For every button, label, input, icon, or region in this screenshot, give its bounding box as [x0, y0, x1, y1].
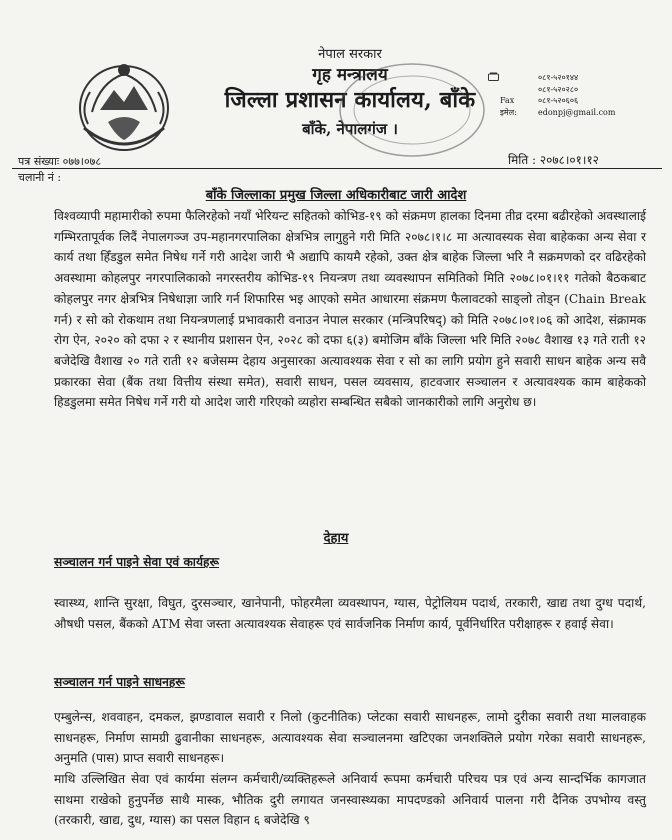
fax-label: Fax: [500, 96, 515, 105]
section-heading: देहाय: [323, 531, 349, 546]
email-address: edonpj@gmail.com: [538, 107, 616, 117]
main-paragraph: [54, 206, 646, 413]
order-title: बाँके जिल्लाका प्रमुख जिल्ला अधिकारीबाट जारी आदेश: [205, 188, 467, 203]
issue-date: मिति : २०७८।०१।१२: [508, 153, 599, 167]
nepal-emblem-icon: [70, 52, 178, 158]
ministry-name: गृह मन्त्रालय: [312, 65, 388, 85]
email-label: इमेल:: [500, 107, 517, 117]
main-paragraph-text: विश्वव्यापी महामारीको रुपमा फैलिरहेको नयाँ भेरियन्ट सहितको कोभिड-१९ को संक्रमण हालका दिनमा तीव्र दरमा बढीरहेको अवस्थालाई गम्भिरतापूर्वक लिदैं नेपालगञ्ज उप-महानगरपालिका क्षेत्रभित्र लागुहुने गरी मिति २०७८।१।८ मा अत्यावस्यक सेवा बाहेकका अन्य सेवा र कार्य तथा हिँडडुल समेत निषेध गर्ने गरी आदेश जारी भै अद्यापि कायमै रहेको, उक्त क्षेत्र बाहेक जिल्ला भरि नै सक्रमणको दर वढिरहेको अवस्थामा कोहलपुर नगरपालिकाको नगरस्तरीय कोभिड-१९ नियन्त्रण तथा व्यवस्थापन समितिको मिति २०७८।०१।११ गतेको बैठकबाट कोहलपुर नगर क्षेत्रभित्र निषेधाज्ञा जारि गर्न शिफारिस भइ आएको समेत आधारमा संक्रमण फैलावटको साङ्लो तोड्न (Chain Break गर्न) र सो को रोकथाम तथा नियन्त्रणलाई प्रभावकारी वनाउन नेपाल सरकार (मन्त्रिपरिषद्) को मिति २०७८।०१।०६ को आदेश, संक्रामक रोग ऐन, २०२० को दफा २ र स्थानीय प्रशासन ऐन, २०२८ को दफा ६(३) बमोजिम बाँके जिल्ला भरि मिति २०७८ वैशाख १३ गते राती १२ बजेदेखि वैशाख २० गते राती १२ बजेसम्म देहाय अनुसारका अत्यावश्यक सेवा र सो का लागि प्रयोग हुने सवारी साधन बाहेक अन्य सवै प्रकारका सेवा (बैंक तथा वित्तीय संस्था समेत), सवारी साधन, पसल व्यवसाय, हाटवजार सञ्चालन र अत्यावश्यक काम बाहेकको हिडडुलमा समेत निषेध गर्ने गरी यो आदेश जारी गरिएको व्यहोरा सम्बन्धित सबैको जानकारीको लागि अनुरोध छ।: [54, 209, 646, 410]
office-name: जिल्ला प्रशासन कार्यालय, बाँके: [224, 87, 476, 113]
header-divider: [12, 168, 662, 169]
phone-1: ०८१-५२०१४४: [538, 73, 579, 82]
vehicles-paragraph: एम्बुलेन्स, शववाहन, दमकल, झण्डावाल सवारी र निलो (कुटनीतिक) प्लेटका सवारी साधनहरू, लामो दुरीका सवारी तथा मालवाहक साधनहरू, निर्माण सामग्री ढुवानीका साधनहरू, अत्यावश्यक सेवा सञ्चालनमा खटिएका जनशक्तिले प्रयोग गरेका सवारी साधनहरू, अनुमति (पास) प्राप्त सवारी साधनहरू।: [54, 710, 646, 766]
dispatch-number: चलानी नं :: [18, 171, 62, 184]
office-stamp-icon: [332, 58, 492, 162]
services-heading: सञ्चालन गर्न पाइने सेवा एवं कार्यहरू: [54, 555, 219, 569]
services-paragraph: स्वास्थ्य, शान्ति सुरक्षा, विघुत, दुरसञ्चार, खानेपानी, फोहरमैला व्यवस्थापन, ग्यास, पेट्रोलियम पदार्थ, तरकारी, खाद्य तथा दुग्ध पदार्थ, औषधी पसल, बैंकको ATM सेवा जस्ता अत्यावश्यक सेवाहरू एवं सार्वजनिक निर्माण कार्य, पूर्वनिर्धारित परीक्षाहरू र हवाई सेवा।: [54, 596, 646, 631]
reference-number: पत्र संख्याः ०७७।०७८: [18, 155, 102, 168]
final-paragraph: माथि उल्लिखित सेवा एवं कार्यमा संलग्न कर्मचारी/व्यक्तिहरूले अनिवार्य रूपमा कर्मचारी परिचय पत्र एवं अन्य सान्दर्भिक कागजात साथमा राखेको हुनुपर्नेछ साथै मास्क, भौतिक दुरी लगायत जनस्वास्थ्यका मापदण्डको अनिवार्य पालना गरी दैनिक उपभोग्य वस्तु (तरकारी, खाद्य, दुध, ग्यास) का पसल विहान ६ बजेदेखि ९: [54, 772, 646, 828]
contact-block: [500, 72, 615, 118]
fax-number: ०८१-५२०६०६: [538, 96, 579, 105]
phone-2: ०८१-५२०२८०: [538, 84, 579, 94]
phone-icon: [488, 72, 499, 81]
vehicles-heading: सञ्चालन गर्न पाइने साधनहरू: [54, 675, 185, 689]
government-name: नेपाल सरकार: [318, 47, 382, 62]
district-line: बाँके, नेपालगंज ।: [302, 120, 398, 138]
